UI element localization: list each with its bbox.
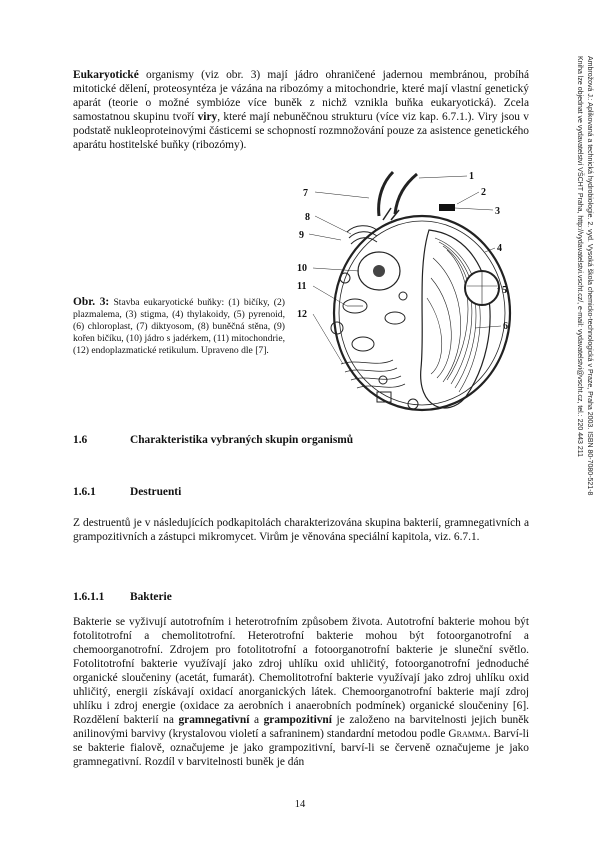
bacteria-paragraph	[73, 615, 529, 769]
section-heading-1-6	[73, 434, 353, 446]
figure-label-8: 8	[305, 212, 310, 223]
term-viruses: viry	[197, 111, 218, 123]
side-citation	[564, 56, 594, 576]
figure-label-4: 4	[497, 243, 502, 254]
bacteria-text-c: je založeno na barvitelnosti jejich buněk anilinovými barvivy (krystalovou violetí a safraninem) standardní metodou podle	[73, 714, 529, 740]
stigma	[439, 204, 455, 211]
figure-label-10: 10	[297, 263, 307, 274]
term-gram-positive: grampozitivní	[263, 714, 332, 726]
citation-line-2: Kniha lze objednat ve vydavatelství VŠCHT Praha, http://vydavatelstvi.vscht.cz/, e-mail: vydavatelstvi@vscht.cz, tel.: 220 443 211	[576, 56, 584, 457]
figure-label-1: 1	[469, 171, 474, 182]
nucleolus	[373, 265, 385, 277]
bacteria-text-d: . Barví-li se bakterie fialově, označujeme je jako grampozitivní, barví-li se červeně označujeme je jako gramnegativní. Rozdíl v barvitelnosti buněk je dán	[73, 728, 529, 768]
bacteria-text-a: Bakterie se vyživují autotrofním i heterotrofním způsobem života. Autotrofní bakterie mohou být fotolitotrofní a chemolitotrofní. Heterotrofní bakterie mohou být fotoorganotrofní a chemoorganotrofní. Zdrojem pro fotolitotrofní a fotoorganotrofní bakterie je sluneční světlo. Fotolitotrofní bakterie využívají jako zdroj uhlíku oxid uhličitý, fotoorganotrofní jednoduché organické sloučeniny (acetát, fumarát). Chemolitotrofní bakterie využívají jako zdroj uhlíku oxid uhličitý, energii získávají oxidací anorganických látek. Chemoorganotrofní bakterie mají zdroj uhlíku i zdroj energie (oxidace za aerobních i anaerobních podmínek) organické sloučeniny [6]. Rozdělení bakterií na	[73, 616, 529, 726]
caption-text: Stavba eukaryotické buňky: (1) bičíky, (2) plazmalema, (3) stigma, (4) thylakoidy, (5) pyrenoid, (6) chloroplast, (7) diktyosom, (8) buněčná stěna, (9) kořen bičíku, (10) jádro s jadérkem, (11) mitochondrie, (12) endoplazmatické retikulum. Upraveno dle [7].	[73, 297, 285, 356]
citation-line-1: Ambrožová J.: Aplikovaná a technická hydrobiologie. 2. vyd. Vysoká škola chemicko-technologická v Praze, Praha 2003. ISBN 80-7080-521-8	[586, 56, 593, 496]
section-heading-1-6-1	[73, 486, 181, 498]
gram-name: Gramma	[448, 728, 488, 740]
figure-label-3: 3	[495, 206, 500, 217]
section-number: 1.6.1	[73, 486, 96, 498]
caption-lead: Obr. 3:	[73, 296, 110, 308]
section-title: Destruenti	[130, 486, 182, 498]
figure-label-6: 6	[503, 321, 508, 332]
intro-paragraph	[73, 68, 529, 152]
flagellum-2	[395, 174, 417, 214]
term-gram-negative: gramnegativní	[178, 714, 250, 726]
chloroplast	[421, 230, 490, 408]
term-eukaryotic: Eukaryotické	[73, 69, 139, 81]
destruenti-paragraph: Z destruentů je v následujících podkapitolách charakterizována skupina bakterií, gramnegativních a grampozitivních a zástupci mikromycet. Virům je věnována speciální kapitola, viz. 6.7.1.	[73, 517, 529, 543]
intro-text-a: organismy (viz obr. 3) mají jádro ohraničené jadernou membránou, probíhá mitotické dělení, proteosyntéza je vázána na ribozómy a mitochondrie, které mají vlastní genetický aparát (teorie o možné symbióze více buněk z nichž vznikla buňka eukaryotická). Zcela samostatnou skupinu tvoří	[73, 69, 529, 123]
figure-label-12: 12	[297, 309, 307, 320]
thylakoids	[427, 238, 480, 392]
bacteria-text-b: a	[249, 714, 264, 726]
figure-label-5: 5	[502, 285, 507, 296]
eukaryotic-cell-figure	[297, 168, 517, 420]
figure-label-9: 9	[299, 230, 304, 241]
section-number: 1.6.1.1	[73, 591, 105, 603]
endoplasmic-reticulum	[341, 360, 405, 388]
figure-label-11: 11	[297, 281, 307, 292]
figure-label-7: 7	[303, 188, 308, 199]
page-number: 14	[294, 799, 306, 810]
figure-caption	[73, 296, 285, 357]
intro-text-b: , které mají nebuněčnou strukturu (více viz kap. 6.7.1.). Viry jsou v podstatě nukleoproteinovými částicemi se schopností rozmnožování pouze za asistence genetického aparátu hostitelské buňky (ribozómy).	[73, 111, 530, 151]
section-title: Charakteristika vybraných skupin organismů	[130, 434, 354, 446]
figure-leader-lines	[309, 176, 501, 364]
figure-label-2: 2	[481, 187, 486, 198]
section-number: 1.6	[73, 434, 88, 446]
section-heading-1-6-1-1	[73, 591, 172, 603]
section-title: Bakterie	[130, 591, 172, 603]
